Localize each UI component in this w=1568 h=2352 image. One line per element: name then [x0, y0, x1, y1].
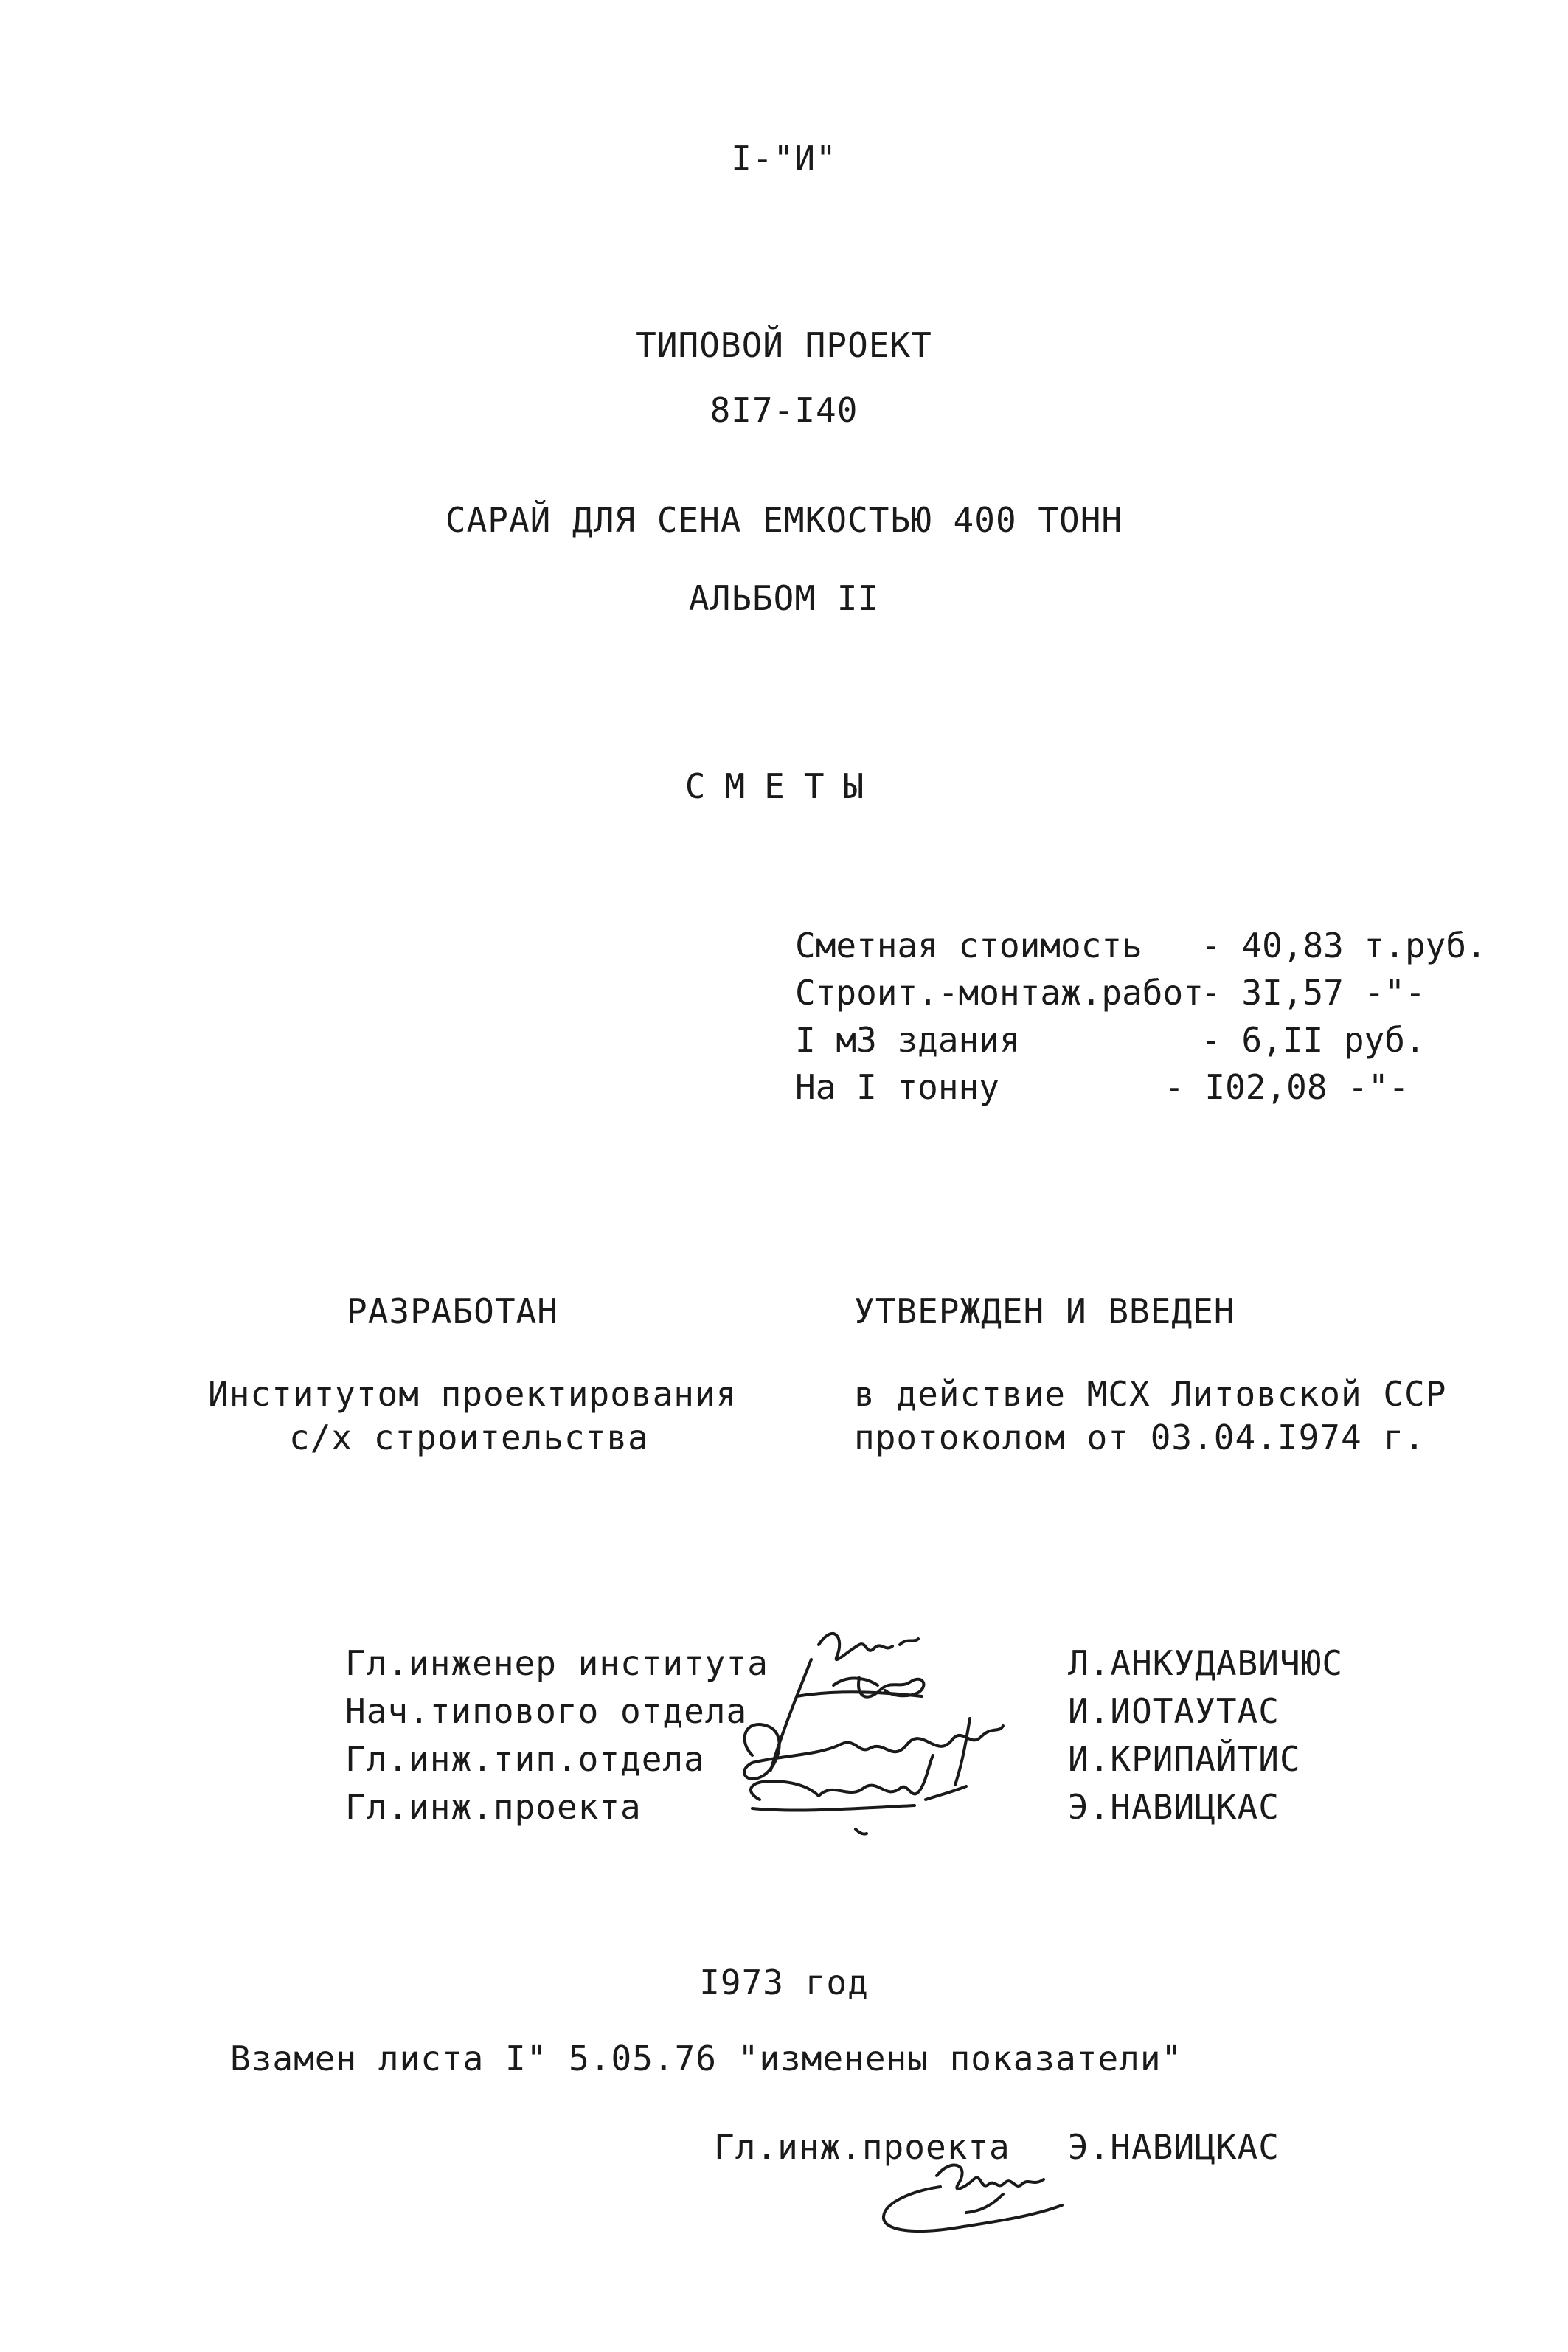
- sheet-id: I-"И": [731, 139, 837, 178]
- cost-label: На I тонну: [795, 1067, 999, 1107]
- cost-row: [795, 1018, 1496, 1062]
- developed-line2: с/х строительства: [289, 1418, 649, 1457]
- album-label: АЛЬБОМ II: [688, 578, 880, 618]
- approved-line2: протоколом от 03.04.I974 г.: [854, 1418, 1426, 1457]
- final-sign-position: Гл.инж.проекта: [714, 2127, 1010, 2167]
- cost-row: [795, 971, 1496, 1015]
- cost-value: - 6,II руб.: [1201, 1020, 1426, 1060]
- cost-label: Строит.-монтаж.работ: [795, 973, 1204, 1013]
- approved-heading: УТВЕРЖДЕН И ВВЕДЕН: [854, 1291, 1235, 1331]
- cost-label: Сметная стоимость: [795, 926, 1142, 965]
- project-number: 8I7-I40: [710, 390, 858, 430]
- cost-value: - I02,08 -"-: [1164, 1067, 1409, 1107]
- cost-value: - 3I,57 -"-: [1201, 973, 1426, 1013]
- signatory-position: Нач.типового отдела: [345, 1691, 748, 1731]
- signatory-position: Гл.инж.проекта: [345, 1787, 642, 1827]
- developed-heading: РАЗРАБОТАН: [347, 1291, 558, 1331]
- approved-line1: в действие МСХ Литовской ССР: [854, 1374, 1447, 1414]
- project-title: САРАЙ ДЛЯ СЕНА ЕМКОСТЬЮ 400 ТОНН: [445, 500, 1123, 540]
- developed-line1: Институтом проектирования: [208, 1374, 738, 1414]
- signatory-position: Гл.инж.тип.отдела: [345, 1739, 705, 1779]
- cost-row: [795, 923, 1496, 968]
- signatory-name: И.КРИПАЙТИС: [1068, 1739, 1301, 1779]
- year: I973 год: [699, 1963, 869, 2002]
- cost-row: [795, 1065, 1496, 1109]
- final-sign-name: Э.НАВИЦКАС: [1068, 2127, 1280, 2167]
- section-title: СМЕТЫ: [684, 766, 884, 806]
- cost-value: - 40,83 т.руб.: [1201, 926, 1487, 965]
- final-signature-scribble: [870, 2154, 1114, 2257]
- signatory-name: Э.НАВИЦКАС: [1068, 1787, 1280, 1827]
- replacement-note: Взамен листа I" 5.05.76 "изменены показатели": [230, 2039, 1183, 2078]
- signature-scribbles: [708, 1615, 1062, 1859]
- project-type: ТИПОВОЙ ПРОЕКТ: [636, 325, 932, 365]
- signatory-name: Л.АНКУДАВИЧЮС: [1068, 1643, 1344, 1683]
- signatory-name: И.ИОТАУТАС: [1068, 1691, 1280, 1731]
- signatory-position: Гл.инженер института: [345, 1643, 769, 1683]
- cost-label: I м3 здания: [795, 1020, 1020, 1060]
